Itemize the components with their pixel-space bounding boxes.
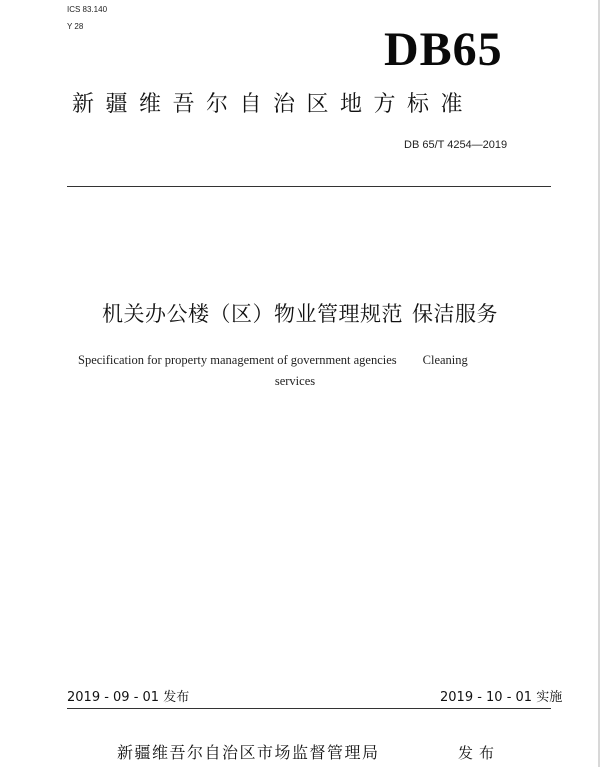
title-en-main: Specification for property management of government agencies: [78, 353, 397, 367]
document-title-en-line2: services: [274, 374, 316, 388]
issued-label: 发布: [458, 744, 501, 762]
implementation-date: 2019 - 10 - 01 实施: [440, 690, 563, 705]
standard-logo: DB65: [384, 23, 503, 76]
ics-code: ICS 83.140: [67, 5, 108, 14]
document-title-en-line1: [78, 352, 468, 368]
footer-divider: [67, 708, 551, 709]
title-en-sub: Cleaning: [422, 353, 468, 367]
title-cn-sub: 保洁服务: [412, 302, 498, 326]
header-divider: [67, 186, 551, 187]
standard-category-title: 新疆维吾尔自治区地方标准: [72, 92, 475, 117]
standard-number: DB 65/T 4254—2019: [404, 139, 508, 151]
issue-date: 2019 - 09 - 01 发布: [67, 690, 190, 705]
title-cn-main: 机关办公楼（区）物业管理规范: [102, 302, 403, 326]
ccs-code: Y 28: [67, 22, 84, 31]
document-title-cn: [0, 300, 600, 328]
issuing-authority: 新疆维吾尔自治区市场监督管理局: [117, 743, 380, 762]
